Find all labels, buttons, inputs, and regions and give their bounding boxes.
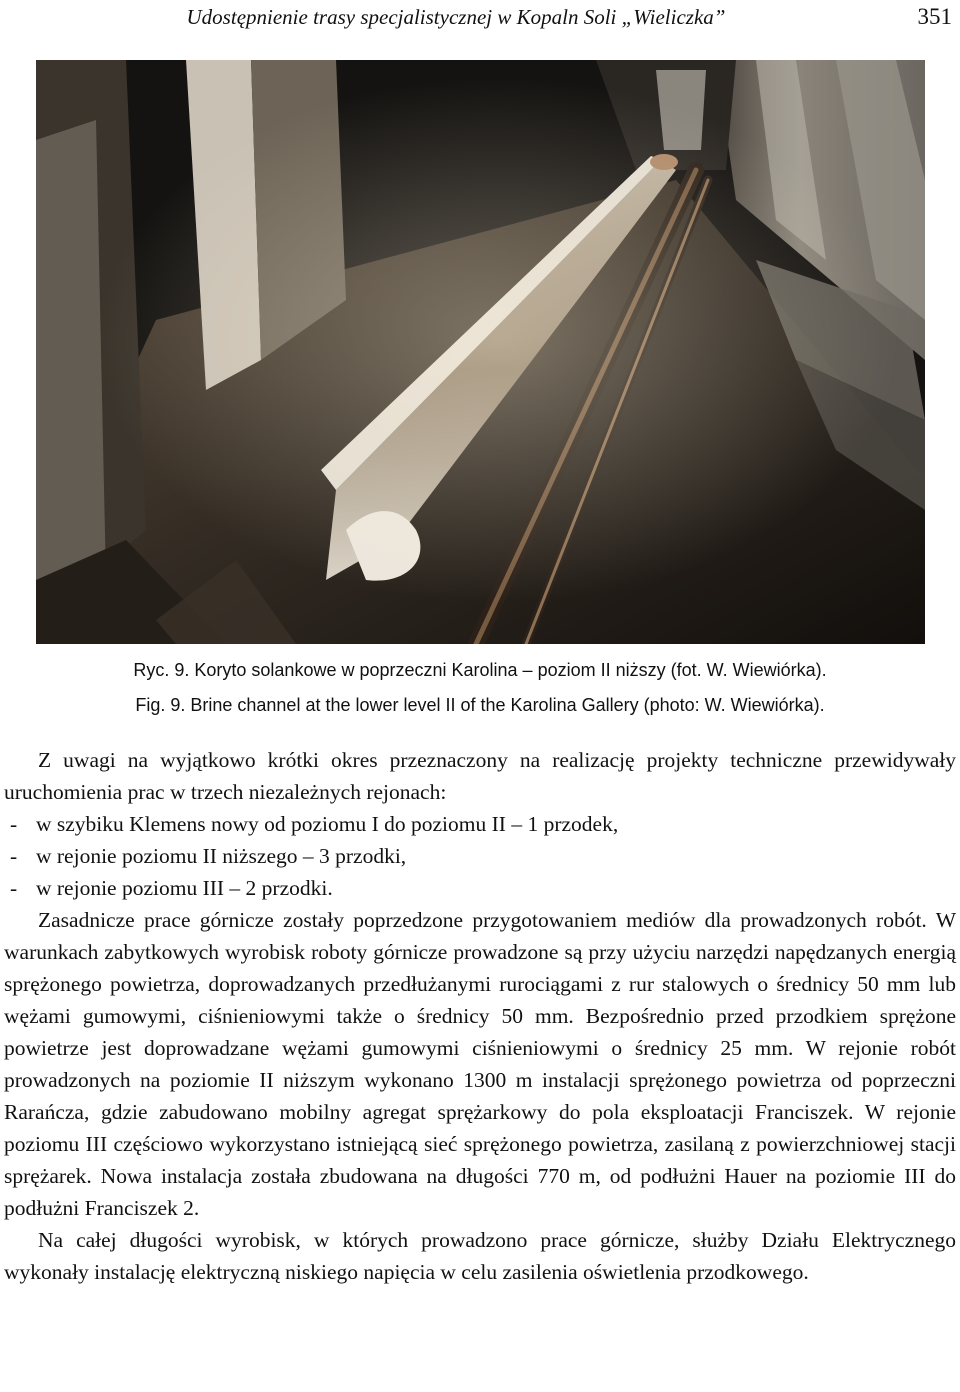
figure-caption-pl: Ryc. 9. Koryto solankowe w poprzeczni Karolina – poziom II niższy (fot. W. Wiewiórka).: [133, 660, 827, 680]
paragraph-media: Zasadnicze prace górnicze zostały poprzedzone przygotowaniem mediów dla prowadzonych robót. W warunkach zabytkowych wyrobisk roboty górnicze prowadzone są przy użyciu narzędzi napędzanych energią sprężonego powietrza, doprowadzanych przedłużanymi rurociągami z rur stalowych o średnicy 50 mm lub wężami gumowymi, ciśnieniowymi także o średnicy 50 mm. Bezpośrednio przed przodkiem sprężone powietrze jest doprowadzane wężami gumowymi ciśnieniowymi o średnicy 25 mm. W rejonie robót prowadzonych na poziomie II niższym wykonano 1300 m instalacji sprężonego powietrza od poprzeczni Rarańcza, gdzie zabudowano mobilny agregat sprężarkowy do pola eksploatacji Franciszek. W rejonie poziomu III częściowo wykorzystano istniejącą sieć sprężonego powietrza, zasilaną z powierzchniowej stacji sprężarek. Nowa instalacja została zbudowana na długości 770 m, od podłużni Hauer na poziomie III do podłużni Franciszek 2.: [4, 908, 956, 1220]
running-header: [0, 4, 960, 30]
running-title: Udostępnienie trasy specjalistycznej w Kopaln Soli „Wieliczka”: [186, 5, 726, 29]
page-number: 351: [917, 4, 952, 29]
list-item-text: w rejonie poziomu III – 2 przodki.: [36, 876, 333, 900]
body-text: [4, 744, 956, 1288]
list-dash: -: [10, 812, 18, 836]
list-item: [4, 872, 956, 904]
figure-photo: [36, 60, 925, 644]
list-item: [4, 808, 956, 840]
brine-channel-photo: [36, 60, 925, 644]
list-dash: -: [10, 876, 18, 900]
figure-caption-en: Fig. 9. Brine channel at the lower level II of the Karolina Gallery (photo: W. Wiewiórka).: [135, 695, 825, 715]
list-item-text: w szybiku Klemens nowy od poziomu I do poziomu II – 1 przodek,: [36, 812, 619, 836]
paragraph-electrical: Na całej długości wyrobisk, w których prowadzono prace górnicze, służby Działu Elektrycznego wykonały instalację elektryczną niskiego napięcia w celu zasilenia oświetlenia przodkowego.: [4, 1228, 956, 1284]
intro-paragraph: Z uwagi na wyjątkowo krótki okres przeznaczony na realizację projekty techniczne przewidywały uruchomienia prac w trzech niezależnych rejonach:: [4, 748, 956, 804]
list-item: [4, 840, 956, 872]
list-dash: -: [10, 844, 18, 868]
list-item-text: w rejonie poziomu II niższego – 3 przodki,: [36, 844, 407, 868]
